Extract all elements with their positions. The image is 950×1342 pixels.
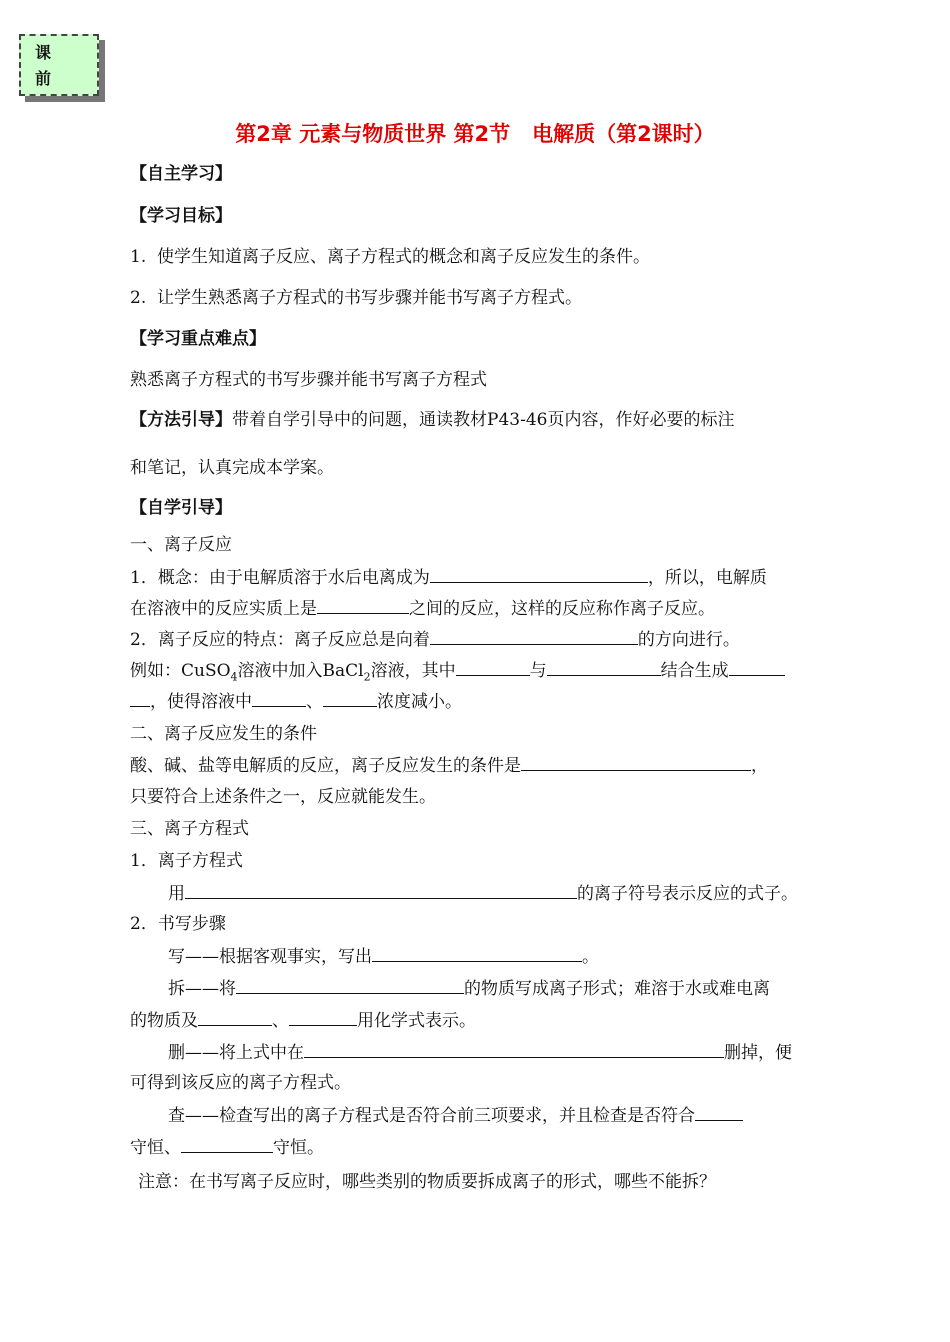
page-title: 第2章 元素与物质世界 第2节 电解质（第2课时） [235,122,715,146]
fill-blank[interactable] [317,596,409,614]
tag-line-2: 前 [35,69,52,88]
text: 2．离子反应的特点：离子反应总是向着 [130,630,430,650]
method-line [130,408,734,432]
text: 溶液，其中 [370,661,456,681]
text: 酸、碱、盐等电解质的反应，离子反应发生的条件是 [130,756,521,776]
write-line [168,944,599,969]
note-text: 注意：在书写离子反应时，哪些类别的物质要拆成离子的形式，哪些不能拆？ [138,1172,716,1192]
section2-heading: 二、离子反应发生的条件 [130,724,317,744]
text: 拆——将 [168,979,236,999]
fill-blank[interactable] [304,1040,724,1058]
fill-blank[interactable] [130,689,150,707]
fill-blank[interactable] [323,689,377,707]
heading-self-study: 【自主学习】 [130,164,232,184]
concept-line-2 [130,596,715,621]
fill-blank[interactable] [521,753,751,771]
section3-sub2: 2．书写步骤 [130,914,226,934]
objective-2: 2. 让学生熟悉离子方程式的书写步骤并能书写离子方程式。 [130,288,583,308]
text: 之间的反应，这样的反应称作离子反应。 [409,599,715,619]
use-line [168,881,798,906]
fill-blank[interactable] [430,565,648,583]
text: 查——检查写出的离子方程式是否符合前三项要求，并且检查是否符合 [168,1106,695,1126]
method-text-2: 和笔记，认真完成本学案。 [130,458,334,478]
subscript: 4 [230,670,238,684]
objective-1: 1. 使学生知道离子反应、离子方程式的概念和离子反应发生的条件。 [130,247,651,267]
heading-guide: 【自学引导】 [130,498,232,518]
text: 、 [272,1011,289,1031]
delete-line [168,1040,792,1065]
text: 溶液中加入BaCl [237,661,364,681]
feature-line [130,627,740,652]
text: 写——根据客观事实，写出 [168,947,372,967]
fill-blank[interactable] [430,627,638,645]
condition-line [130,753,768,778]
text: 用 [168,884,185,904]
text: 的方向进行。 [637,630,740,650]
text: 浓度减小。 [377,692,462,712]
text: 、 [306,692,323,712]
method-text: 带着自学引导中的问题，通读教材P43-46页内容，作好必要的标注 [232,410,735,430]
fill-blank[interactable] [456,658,530,676]
heading-key-points: 【学习重点难点】 [130,329,266,349]
text: 在溶液中的反应实质上是 [130,599,317,619]
fill-blank[interactable] [185,881,577,899]
fill-blank[interactable] [372,944,582,962]
tag-box [19,34,99,96]
heading-objectives: 【学习目标】 [130,206,232,226]
fill-blank[interactable] [236,976,464,994]
heading-method: 【方法引导】 [130,410,232,430]
split-line-2 [130,1008,476,1033]
fill-blank[interactable] [289,1008,357,1026]
text: 例如：CuSO [130,661,231,681]
text: 删掉，便 [724,1043,792,1063]
example-line [130,658,785,689]
fill-blank[interactable] [547,658,661,676]
concept-line [130,565,767,590]
text: ， [751,756,768,776]
text: 与 [529,661,547,681]
fill-blank[interactable] [181,1135,273,1153]
section3-sub1: 1．离子方程式 [130,851,243,871]
text: 的物质及 [130,1011,198,1031]
text: 的离子符号表示反应的式子。 [577,884,798,904]
text: 删——将上式中在 [168,1043,304,1063]
example-line-2 [130,689,462,714]
text: 的物质写成离子形式；难溶于水或难电离 [464,979,770,999]
fill-blank[interactable] [729,658,785,676]
text: 守恒、 [130,1138,181,1158]
text: ，所以，电解质 [647,568,767,588]
text: ，使得溶液中 [150,692,252,712]
split-line [168,976,770,1001]
text: 结合生成 [660,661,729,681]
section3-heading: 三、离子方程式 [130,819,249,839]
check-line-2 [130,1135,324,1160]
section1-heading: 一、离子反应 [130,535,232,555]
text: 用化学式表示。 [357,1011,476,1031]
text: 守恒。 [273,1138,324,1158]
fill-blank[interactable] [198,1008,272,1026]
condition-line-2: 只要符合上述条件之一，反应就能发生。 [130,787,436,807]
check-line [168,1103,743,1128]
tag-line-1: 课 [35,43,52,62]
key-points-text: 熟悉离子方程式的书写步骤并能书写离子方程式 [130,370,487,390]
text: 。 [582,947,599,967]
fill-blank[interactable] [695,1103,743,1121]
delete-line-2: 可得到该反应的离子方程式。 [130,1073,351,1093]
text: 1．概念：由于电解质溶于水后电离成为 [130,568,430,588]
fill-blank[interactable] [252,689,306,707]
subscript: 2 [363,670,371,684]
